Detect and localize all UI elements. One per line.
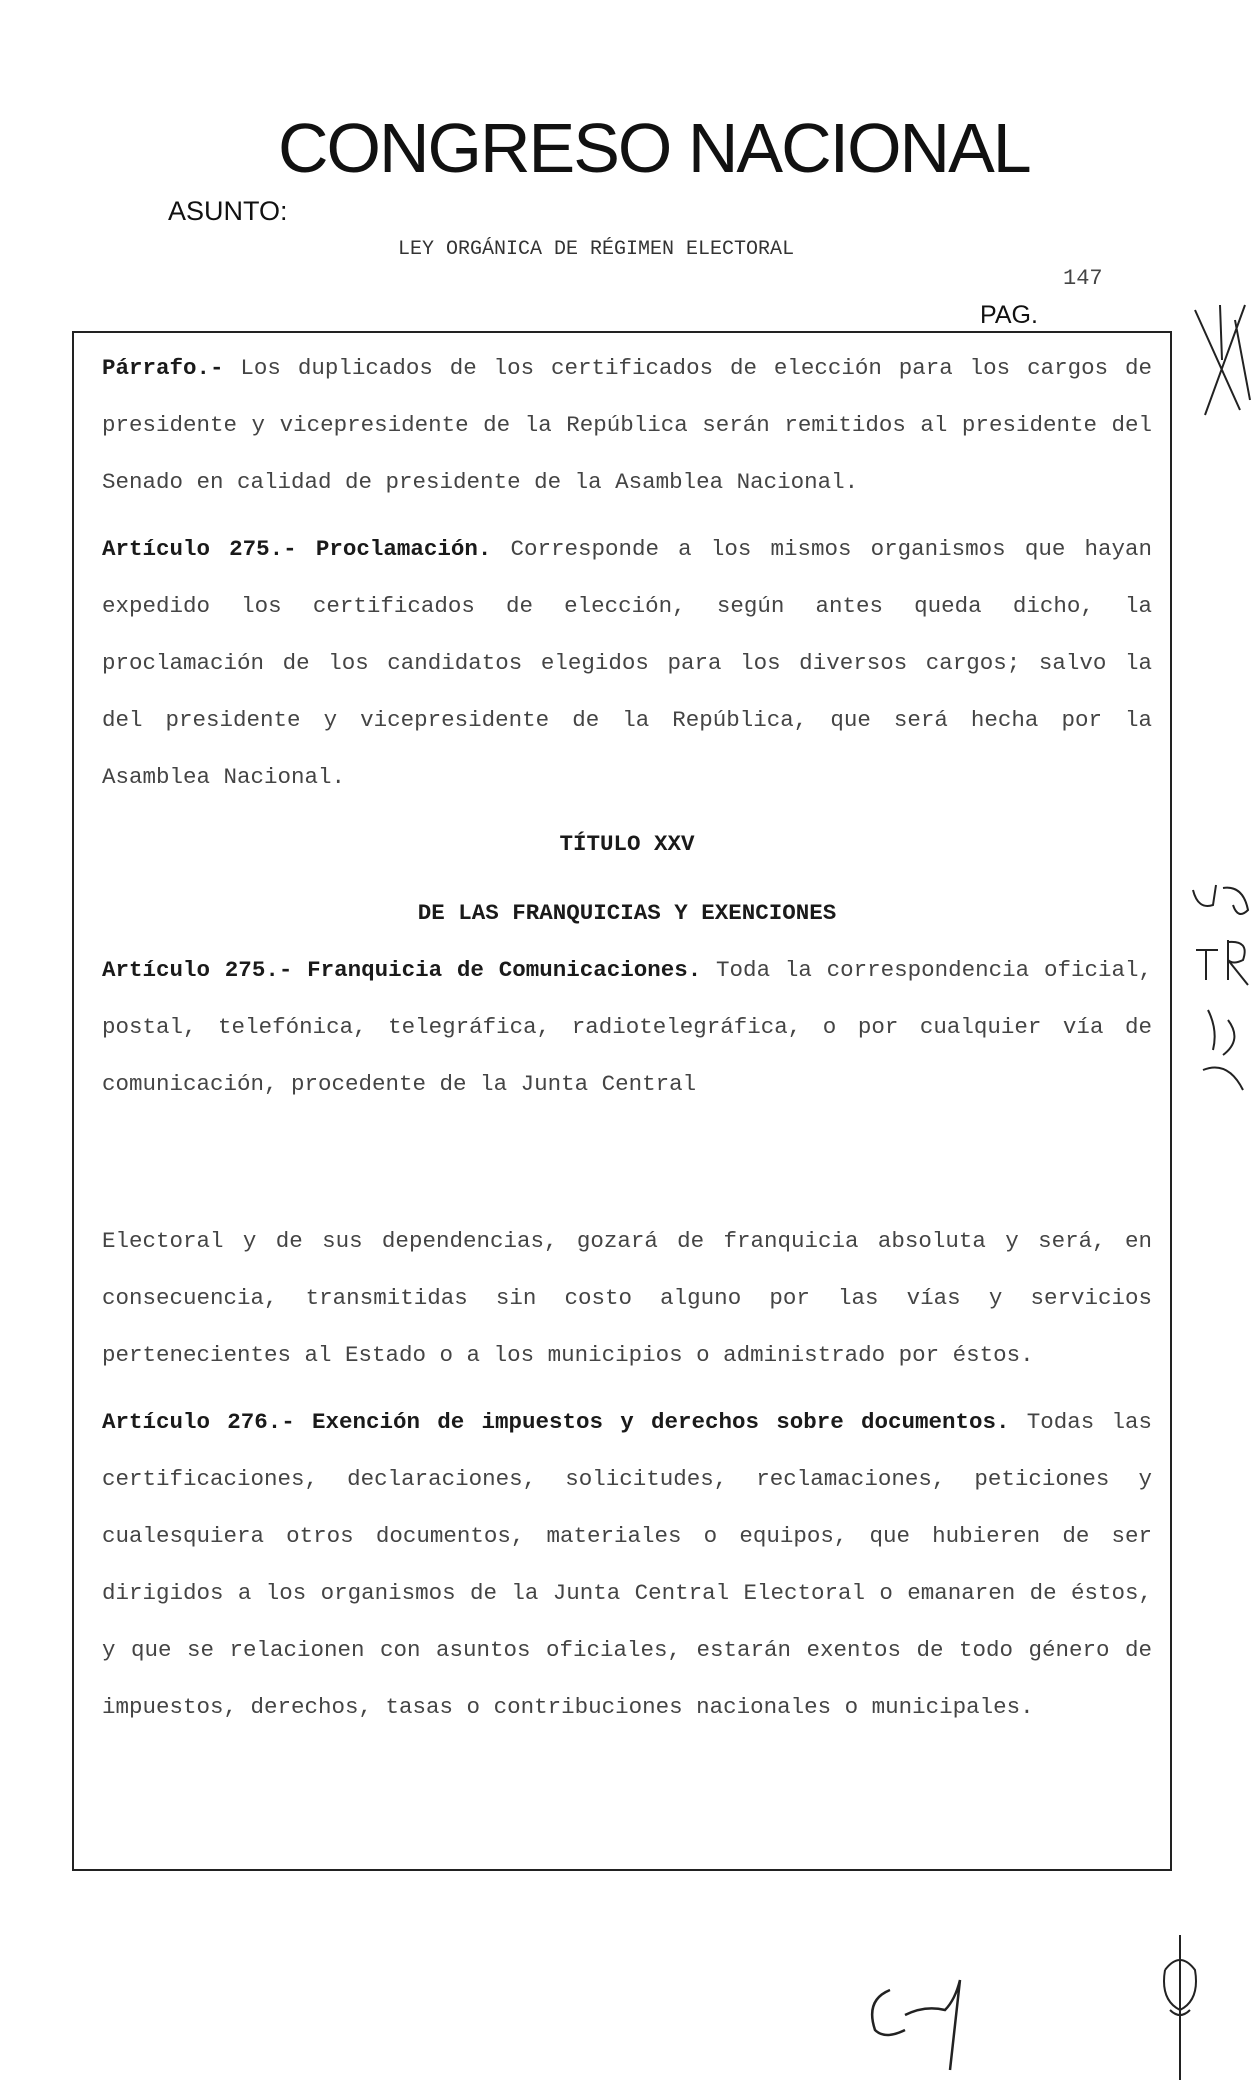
article-heading: Artículo 276.- Exención de impuestos y derechos sobre documentos. [102,1409,1010,1435]
asunto-label: ASUNTO: [168,196,288,226]
document-body [102,340,1152,1746]
document-subject: LEY ORGÁNICA DE RÉGIMEN ELECTORAL [398,238,795,261]
article-275-proclamacion [102,521,1152,806]
handwritten-mark-top-right [1190,300,1258,420]
article-heading: Artículo 275.- Franquicia de Comunicaciones. [102,957,702,983]
pag-label: PAG. [980,301,1038,329]
handwritten-initials-margin [1188,880,1258,1100]
page-number: 147 [1063,266,1103,291]
paragraph-heading: Párrafo.- [102,355,224,381]
article-text: Toda la correspondencia oficial, postal, telefónica, telegráfica, radiotelegráfica, o por cualquier vía de comunicación, procedente de la Junta Central [102,957,1152,1097]
article-text: Corresponde a los mismos organismos que hayan expedido los certificados de elección, según antes queda dicho, la proclamación de los candidatos elegidos para los diversos cargos; salvo la del presidente y vicepresidente de la República, que será hecha por la Asamblea Nacional. [102,536,1152,790]
article-275-franquicia-continued: Electoral y de sus dependencias, gozará de franquicia absoluta y será, en consecuencia, transmitidas sin costo alguno por las vías y servicios pertenecientes al Estado o a los municipios o administrado por éstos. [102,1228,1152,1368]
paragraph-parrafo [102,340,1152,511]
handwritten-mark-bottom-right [1150,1930,1210,2090]
title-xxv: TÍTULO XXV [559,831,695,857]
handwritten-signature-bottom [860,1960,990,2080]
article-heading: Artículo 275.- Proclamación. [102,536,492,562]
page-break-gap [102,1113,1152,1213]
article-276-exencion [102,1394,1152,1736]
article-275-franquicia [102,942,1152,1113]
paragraph-text: Los duplicados de los certificados de elección para los cargos de presidente y vicepresidente de la República serán remitidos al presidente del Senado en calidad de presidente de la Asamblea Nacional. [102,355,1152,495]
article-text: Todas las certificaciones, declaraciones, solicitudes, reclamaciones, peticiones y cualesquiera otros documentos, materiales o equipos, que hubieren de ser dirigidos a los organismos de la Junta Central Electoral o emanaren de éstos, y que se relacionen con asuntos oficiales, estarán exentos de todo género de impuestos, derechos, tasas o contribuciones nacionales o municipales. [102,1409,1152,1720]
page-title: CONGRESO NACIONAL [278,109,1030,187]
title-xxv-subtitle: DE LAS FRANQUICIAS Y EXENCIONES [417,900,837,926]
